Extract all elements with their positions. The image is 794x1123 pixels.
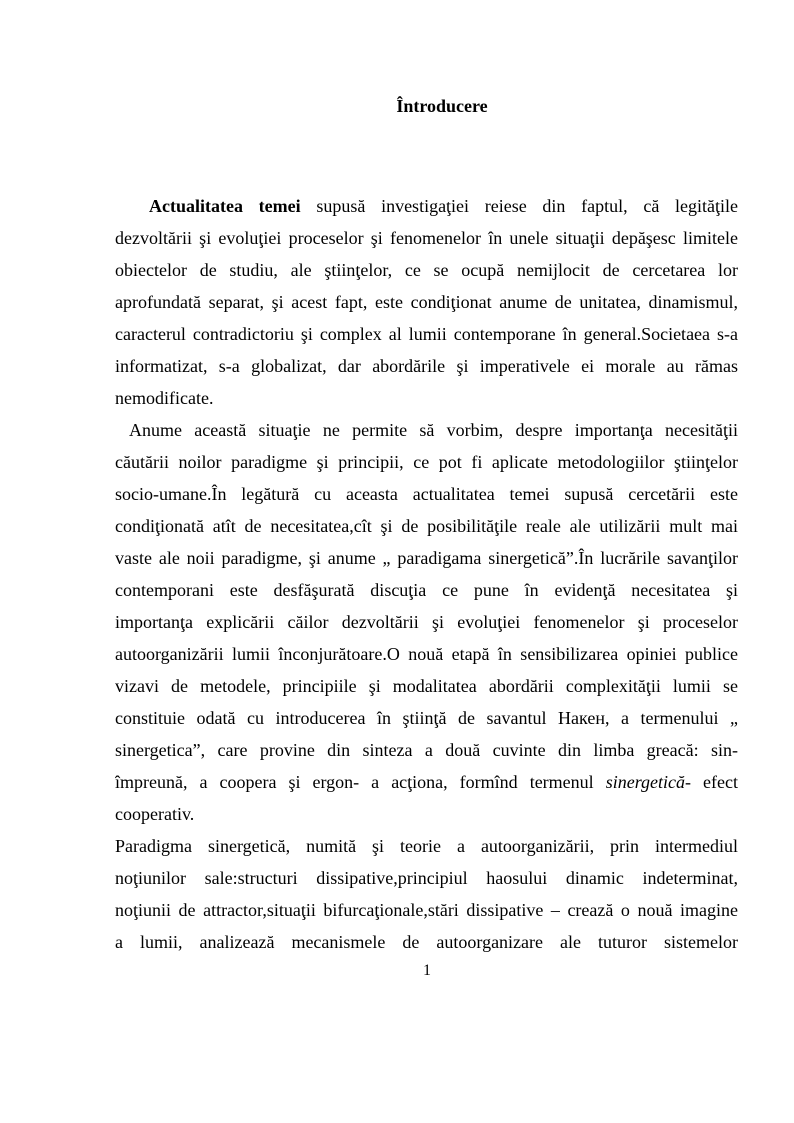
- text-line: sinergetica”, care provine din sinteza a două cuvinte din limba greacă: sin-: [115, 740, 738, 760]
- text-line: aprofundată separat, şi acest fapt, este condiţionat anume de unitatea, dinamismul,: [115, 292, 738, 312]
- text-run: împreună, a coopera şi ergon- a acţiona, formînd termenul: [115, 772, 606, 792]
- text-line: dezvoltării şi evoluţiei proceselor şi fenomenelor în unele situaţii depăşesc limitele: [115, 228, 738, 248]
- text-line: caracterul contradictoriu şi complex al lumii contemporane în general.Societaea s-a: [115, 324, 738, 344]
- text-line: condiţionată atît de necesitatea,cît şi de posibilităţile reale ale utilizării mult mai: [115, 516, 738, 536]
- text-line: noţiunilor sale:structuri dissipative,principiul haosului dinamic indeterminat,: [115, 868, 738, 888]
- page-number: 1: [423, 962, 431, 979]
- italic-term: sinergetică: [605, 772, 686, 792]
- text-line: obiectelor de studiu, ale ştiinţelor, ce se ocupă nemijlocit de cercetarea lor: [115, 260, 738, 280]
- text-line: constituie odată cu introducerea în ştiinţă de savantul Накен, a termenului „: [115, 708, 738, 728]
- text-line: autoorganizării lumii înconjurătoare.O nouă etapă în sensibilizarea opiniei publice: [115, 644, 738, 664]
- text-line: vaste ale noii paradigme, şi anume „ paradigama sinergetică”.În lucrările savanţilor: [115, 548, 738, 568]
- text-line: [115, 190, 738, 222]
- text-line: informatizat, s-a globalizat, dar abordările şi imperativele ei morale au rămas: [115, 356, 738, 376]
- text-line: nemodificate.: [115, 388, 214, 408]
- text-run: supusă investigaţiei reiese din faptul, că legităţile: [300, 196, 738, 216]
- text-line: căutării noilor paradigme şi principii, ce pot fi aplicate metodologiilor ştiinţelor: [115, 452, 738, 472]
- text-line: importanţa explicării căilor dezvoltării şi evoluţiei fenomenelor şi proceselor: [115, 612, 738, 632]
- text-line: socio-umane.În legătură cu aceasta actualitatea temei supusă cercetării este: [115, 484, 738, 504]
- text-line: [115, 766, 738, 798]
- page-title: Întroducere: [396, 96, 488, 116]
- text-line: Anume această situaţie ne permite să vorbim, despre importanţa necesităţii: [129, 420, 738, 440]
- text-run: - efect: [685, 772, 738, 792]
- text-line: a lumii, analizează mecanismele de autoorganizare ale tuturor sistemelor: [115, 932, 738, 952]
- text-line: vizavi de metodele, principiile şi modalitatea abordării complexităţii lumii se: [115, 676, 738, 696]
- bold-phrase: Actualitatea temei: [149, 196, 301, 216]
- text-line: cooperativ.: [115, 804, 195, 824]
- text-line: contemporani este desfăşurată discuţia ce pune în evidenţă necesitatea şi: [115, 580, 738, 600]
- text-line: noţiunii de attractor,situaţii bifurcaţionale,stări dissipative – crează o nouă imagine: [115, 900, 738, 920]
- document-body: [115, 190, 738, 958]
- text-line: Paradigma sinergetică, numită şi teorie a autoorganizării, prin intermediul: [115, 836, 738, 856]
